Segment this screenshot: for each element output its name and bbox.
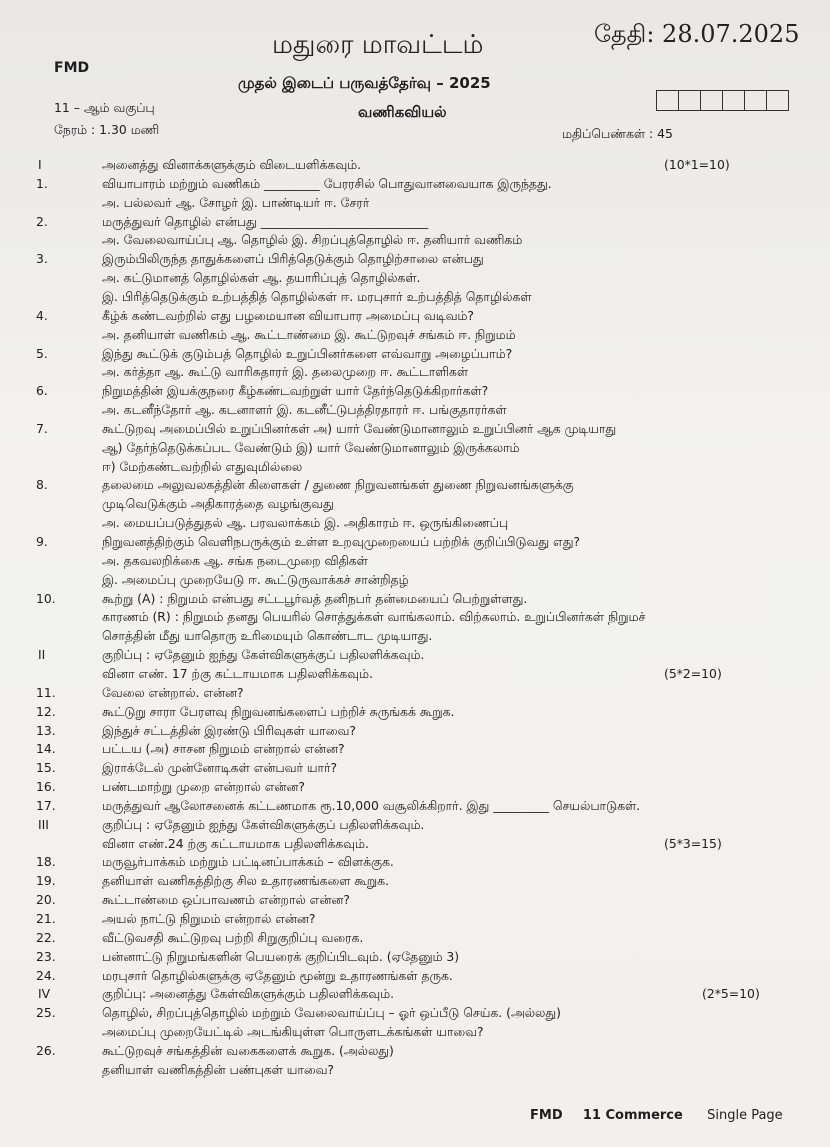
question-number: 25.	[36, 1005, 56, 1021]
question-number: 11.	[36, 684, 56, 700]
question-text: இ. அமைப்பு முறையேடு ஈ. கூட்டுருவாக்கச் சான்றிதழ்	[102, 571, 409, 587]
reg-box	[678, 90, 701, 111]
question-text: மருவூர்பாக்கம் மற்றும் பட்டினப்பாக்கம் – விளக்குக.	[102, 854, 394, 870]
question-number: 7.	[36, 420, 48, 436]
question-number: 4.	[36, 307, 48, 323]
question-text: அ. மையப்படுத்துதல் ஆ. பரவலாக்கம் இ. அதிகாரம் ஈ. ஒருங்கிணைப்பு	[102, 515, 509, 531]
question-text: பன்னாட்டு நிறுமங்களின் பெயரைக் குறிப்பிடவும். (ஏதேனும் 3)	[102, 948, 460, 964]
question-text: அ. வேலைவாய்ப்பு ஆ. தொழில் இ. சிறப்புத்தொழில் ஈ. தனியார் வணிகம்	[102, 232, 523, 248]
question-text: பண்டமாற்று முறை என்றால் என்ன?	[102, 779, 305, 795]
footer-code: FMD	[530, 1108, 563, 1123]
question-number: 3.	[36, 251, 48, 267]
question-text: இ. பிரித்தெடுக்கும் உற்பத்தித் தொழில்கள் ஈ. மரபுசார் உற்பத்தித் தொழில்கள்	[102, 288, 532, 304]
question-text: சொத்தின் மீது யாதொரு உரிமையும் கொண்டாட முடியாது.	[102, 628, 433, 644]
question-number: 22.	[36, 929, 56, 945]
question-number: 9.	[36, 534, 48, 549]
question-text: அ. பல்லவர் ஆ. சோழர் இ. பாண்டியர் ஈ. சேரர்	[102, 194, 370, 210]
question-text: அ. தகவலறிக்கை ஆ. சங்க நடைமுறை விதிகள்	[102, 552, 368, 568]
question-text: மருத்துவர் ஆலோசனைக் கட்டணமாக ரூ.10,000 வசூலிக்கிறார். இது _________ செயல்பாடுகள்.	[102, 797, 641, 813]
question-text: அ. கர்த்தா ஆ. கூட்டு வாரிசுதாரர் இ. தலைமுறை ஈ. கூட்டாளிகள்	[102, 364, 469, 380]
question-text: தலைமை அலுவலகத்தின் கிளைகள் / துணை நிறுவனங்கள் துணை நிறுவனங்களுக்கு	[102, 477, 574, 493]
section-marks: (5*3=15)	[664, 835, 722, 851]
question-text: பட்டய (அ) சாசன நிறுமம் என்றால் என்ன?	[102, 741, 345, 757]
question-number: 8.	[36, 477, 48, 493]
question-text: அனைத்து வினாக்களுக்கும் விடையளிக்கவும்.	[102, 157, 362, 172]
reg-box	[744, 90, 767, 111]
question-number: 24.	[36, 967, 56, 983]
question-number: 23.	[36, 948, 56, 964]
question-text: நிறுமத்தின் இயக்குநரை கீழ்கண்டவற்றுள் யார் தேர்ந்தெடுக்கிறார்கள்?	[102, 383, 489, 399]
reg-box	[766, 90, 789, 111]
question-text: அ. கடனீந்தோர் ஆ. கடனாளர் இ. கடனீட்டுபத்திரதாரர் ஈ. பங்குதாரர்கள்	[102, 402, 507, 418]
question-number: 13.	[36, 722, 56, 738]
question-number: 6.	[36, 383, 48, 399]
question-text: தனியாள் வணிகத்திற்கு சில உதாரணங்களை கூறுக.	[102, 873, 390, 889]
footer	[530, 1108, 783, 1123]
exam-title: முதல் இடைப் பருவத்தேர்வு – 2025	[238, 74, 491, 92]
question-text: அமைப்பு முறையேட்டில் அடங்கியுள்ள பொருளடக்கங்கள் யாவை?	[102, 1024, 484, 1040]
exam-date: தேதி: 28.07.2025	[594, 20, 800, 48]
question-text: வினா எண். 17 ற்கு கட்டாயமாக பதிலளிக்கவும்.	[102, 665, 373, 681]
question-text: கூட்டுறு சாரா பேரளவு நிறுவனங்களைப் பற்றிச் சுருங்கக் கூறுக.	[102, 703, 455, 719]
footer-class-subject: 11 Commerce	[582, 1108, 683, 1123]
reg-box	[722, 90, 745, 111]
question-text: தனியாள் வணிகத்தின் பண்புகள் யாவை?	[102, 1061, 335, 1077]
question-text: மருத்துவர் தொழில் என்பது ___________________________	[102, 213, 429, 229]
class-label: 11 – ஆம் வகுப்பு	[54, 100, 155, 115]
paper-code: FMD	[54, 60, 90, 76]
question-number: 10.	[36, 590, 56, 606]
question-text: குறிப்பு: அனைத்து கேள்விகளுக்கும் பதிலளிக்கவும்.	[102, 986, 395, 1002]
question-number: 12.	[36, 703, 56, 719]
question-text: வீட்டுவசதி கூட்டுறவு பற்றி சிறுகுறிப்பு வரைக.	[102, 929, 364, 945]
question-number: 15.	[36, 760, 56, 776]
question-number: IV	[38, 986, 51, 1002]
question-text: தொழில், சிறப்புத்தொழில் மற்றும் வேலைவாய்ப்பு – ஓர் ஒப்பீடு செய்க. (அல்லது)	[102, 1005, 561, 1021]
question-text: குறிப்பு : ஏதேனும் ஐந்து கேள்விகளுக்குப் பதிலளிக்கவும்.	[102, 647, 425, 663]
section-marks: (5*2=10)	[664, 665, 722, 681]
question-text: அ. கட்டுமானத் தொழில்கள் ஆ. தயாரிப்புத் தொழில்கள்.	[102, 270, 421, 286]
question-number: III	[38, 816, 49, 832]
question-text: இந்து கூட்டுக் குடும்பத் தொழில் உறுப்பினர்களை எவ்வாறு அழைப்பாம்?	[102, 345, 513, 361]
question-text: குறிப்பு : ஏதேனும் ஐந்து கேள்விகளுக்குப் பதிலளிக்கவும்.	[102, 816, 425, 832]
question-number: 2.	[36, 213, 48, 229]
question-text: நிறுவனத்திற்கும் வெளிநபருக்கும் உள்ள உறவுமுறையைப் பற்றிக் குறிப்பிடுவது எது?	[102, 534, 581, 549]
question-text: கீழ்க் கண்டவற்றில் எது பழமையான வியாபார அமைப்பு வடிவம்?	[102, 307, 474, 323]
question-number: I	[38, 157, 42, 172]
question-text: கூட்டாண்மை ஒப்பாவணம் என்றால் என்ன?	[102, 892, 350, 908]
question-number: 14.	[36, 741, 56, 757]
question-text: இரும்பிலிருந்த தாதுக்களைப் பிரித்தெடுக்கும் தொழிற்சாலை என்பது	[102, 251, 484, 267]
question-number: 1.	[36, 175, 48, 191]
question-text: முடிவெடுக்கும் அதிகாரத்தை வழங்குவது	[102, 496, 334, 512]
question-number: 20.	[36, 892, 56, 908]
question-text: இந்துச் சட்டத்தின் இரண்டு பிரிவுகள் யாவை?	[102, 722, 356, 738]
question-number: 16.	[36, 779, 56, 795]
question-text: வினா எண்.24 ற்கு கட்டாயமாக பதிலளிக்கவும்.	[102, 835, 369, 851]
question-number: 26.	[36, 1042, 56, 1058]
question-text: கூட்டுறவுச் சங்கத்தின் வகைகளைக் கூறுக. (அல்லது)	[102, 1042, 394, 1058]
question-number: 19.	[36, 873, 56, 889]
question-number: 18.	[36, 854, 56, 870]
question-number: II	[38, 647, 46, 663]
question-text: அயல் நாட்டு நிறுமம் என்றால் என்ன?	[102, 911, 316, 926]
question-number: 17.	[36, 797, 56, 813]
question-text: ஆ) தேர்ந்தெடுக்கப்பட வேண்டும் இ) யார் வேண்டுமானாலும் இருக்கலாம்	[102, 439, 520, 455]
question-text: அ. தனியாள் வணிகம் ஆ. கூட்டாண்மை இ. கூட்டுறவுச் சங்கம் ஈ. நிறுமம்	[102, 326, 516, 342]
section-marks: (10*1=10)	[664, 157, 730, 172]
question-text: இராக்டேல் முன்னோடிகள் என்பவர் யார்?	[102, 760, 338, 776]
question-text: கூற்று (A) : நிறுமம் என்பது சட்டபூர்வத் தனிநபர் தன்மையைப் பெற்றுள்ளது.	[102, 590, 528, 606]
subject-title: வணிகவியல்	[358, 103, 447, 121]
max-marks: மதிப்பெண்கள் : 45	[562, 126, 673, 141]
time-label: நேரம் : 1.30 மணி	[54, 122, 160, 137]
section-marks: (2*5=10)	[702, 986, 760, 1002]
question-text: வேலை என்றால். என்ன?	[102, 684, 244, 700]
question-number: 21.	[36, 911, 56, 926]
question-text: ஈ) மேற்கண்டவற்றில் எதுவுமில்லை	[102, 458, 303, 474]
reg-box	[700, 90, 723, 111]
footer-note: Single Page	[707, 1108, 783, 1123]
question-text: மரபுசார் தொழில்களுக்கு ஏதேனும் மூன்று உதாரணங்கள் தருக.	[102, 967, 453, 983]
question-text: காரணம் (R) : நிறுமம் தனது பெயரில் சொத்துக்கள் வாங்கலாம். விற்கலாம். உறுப்பினர்கள் நிறுமச்	[102, 609, 646, 625]
question-text: கூட்டுறவு அமைப்பில் உறுப்பினர்கள் அ) யார் வேண்டுமானாலும் உறுப்பினர் ஆக முடியாது	[102, 420, 617, 436]
question-text: வியாபாரம் மற்றும் வணிகம் _________ பேரரசில் பொதுவானவையாக இருந்தது.	[102, 175, 552, 191]
district-title: மதுரை மாவட்டம்	[272, 30, 484, 60]
reg-box	[656, 90, 679, 111]
question-number: 5.	[36, 345, 48, 361]
